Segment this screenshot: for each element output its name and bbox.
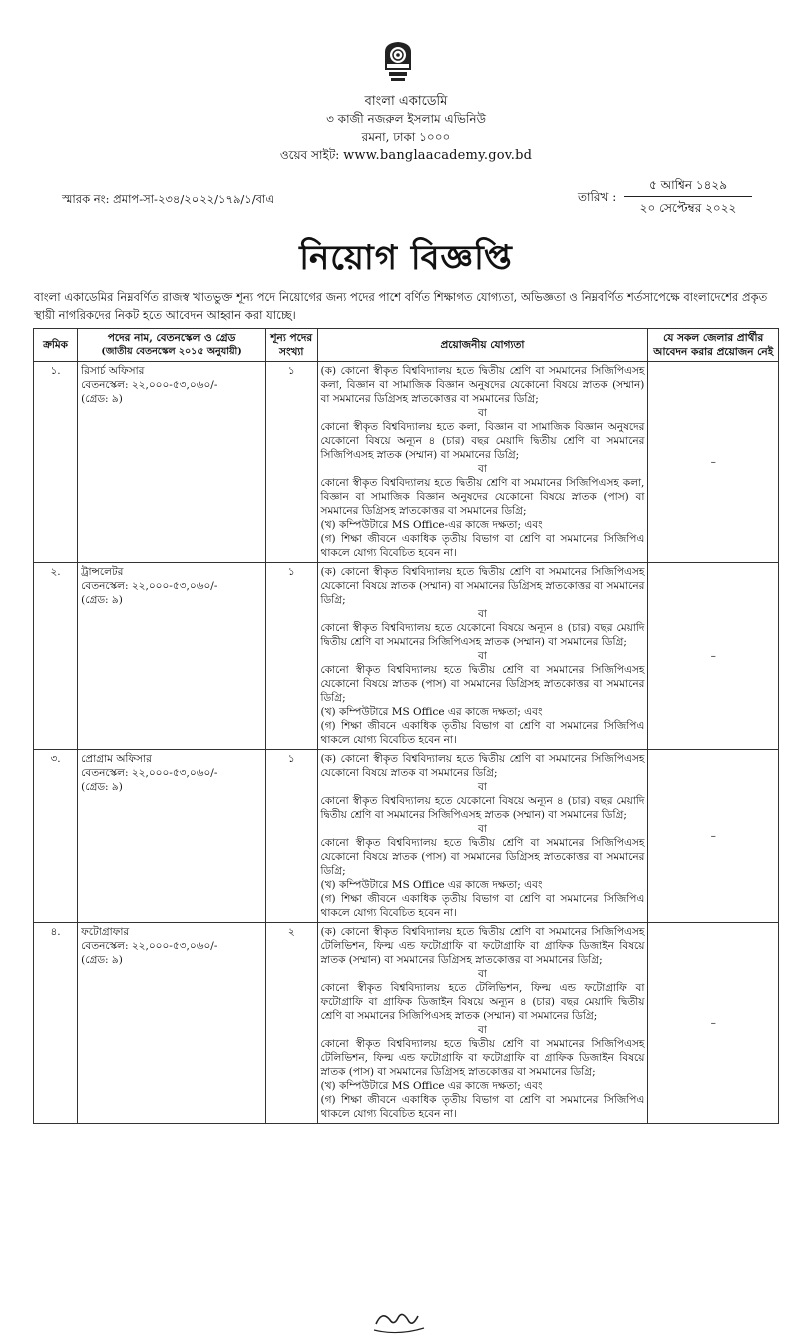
qualification-b: (খ) কম্পিউটারে MS Office এর কাজে দক্ষতা; এবং bbox=[320, 879, 543, 891]
qualification-alt-2: কোনো স্বীকৃত বিশ্ববিদ্যালয় হতে দ্বিতীয় শ্রেণি বা সমমানের সিজিপিএসহ টেলিভিশন, ফিল্ম এন্ড ফটোগ্রাফি বা ফটোগ্রাফি বা গ্রাফিক ডিজাইন বিষয়ে স্নাতক (পাস) বা সমমানের ডিগ্রিসহ স্নাতকোত্তর বা সমমানের ডিগ্রি; bbox=[320, 1038, 645, 1078]
date-label: তারিখ : bbox=[578, 190, 617, 204]
address-line-2: রমনা, ঢাকা ১০০০ bbox=[361, 130, 451, 144]
qualification-alt-1: কোনো স্বীকৃত বিশ্ববিদ্যালয় হতে টেলিভিশন, ফিল্ম এন্ড ফটোগ্রাফি বা ফটোগ্রাফি বা গ্রাফিক ডিজাইন বিষয়ে অন্যূন ৪ (চার) বছর মেয়াদি দ্বিতীয় শ্রেণি বা সমমানের সিজিপিএসহ স্নাতক (সম্মান) বা সমমানের ডিগ্রি; bbox=[320, 982, 645, 1022]
post-title: ট্রান্সলেটর bbox=[81, 566, 124, 578]
org-name: বাংলা একাডেমি bbox=[364, 94, 448, 109]
post-title: রিসার্চ অফিসার bbox=[81, 365, 145, 377]
row-post bbox=[78, 750, 266, 923]
qualification-alt-1: কোনো স্বীকৃত বিশ্ববিদ্যালয় হতে যেকোনো বিষয়ে অন্যূন ৪ (চার) বছর মেয়াদি দ্বিতীয় শ্রেণি বা সমমানের সিজিপিএসহ স্নাতক (সম্মান) বা সমমানের ডিগ্রি; bbox=[320, 795, 645, 821]
row-vacancy: ১ bbox=[266, 750, 318, 923]
post-scale: বেতনস্কেল: ২২,০০০-৫৩,০৬০/- bbox=[81, 940, 218, 952]
row-vacancy: ২ bbox=[266, 923, 318, 1124]
qualification-alt-2: কোনো স্বীকৃত বিশ্ববিদ্যালয় হতে দ্বিতীয় শ্রেণি বা সমমানের সিজিপিএসহ যেকোনো বিষয়ে স্নাতক (পাস) বা সমমানের ডিগ্রিসহ স্নাতকোত্তর বা সমমানের ডিগ্রি; bbox=[320, 837, 645, 877]
row-qualification bbox=[317, 362, 648, 563]
qualification-alt-1: কোনো স্বীকৃত বিশ্ববিদ্যালয় হতে কলা, বিজ্ঞান বা সামাজিক বিজ্ঞান অনুষদের যেকোনো বিষয়ে অন্যূন ৪ (চার) বছর মেয়াদি দ্বিতীয় শ্রেণি বা সমমানের সিজিপিএসহ স্নাতক (সম্মান) বা সমমানের ডিগ্রি; bbox=[320, 421, 645, 461]
post-grade: (গ্রেড: ৯) bbox=[81, 393, 123, 405]
row-serial: ১. bbox=[34, 362, 78, 563]
row-post bbox=[78, 362, 266, 563]
post-scale: বেতনস্কেল: ২২,০০০-৫৩,০৬০/- bbox=[81, 379, 218, 391]
post-scale: বেতনস্কেল: ২২,০০০-৫৩,০৬০/- bbox=[81, 580, 218, 592]
row-districts: – bbox=[648, 923, 779, 1124]
date-bengali: ৫ আশ্বিন ১৪২৯ bbox=[648, 178, 728, 192]
row-post bbox=[78, 563, 266, 750]
website-link[interactable]: www.banglaacademy.gov.bd bbox=[343, 148, 533, 163]
handwritten-signature-icon bbox=[368, 1306, 428, 1336]
post-grade: (গ্রেড: ৯) bbox=[81, 594, 123, 606]
post-title: ফটোগ্রাফার bbox=[81, 926, 130, 938]
qualification-alt-2: কোনো স্বীকৃত বিশ্ববিদ্যালয় হতে দ্বিতীয় শ্রেণি বা সমমানের সিজিপিএসহ যেকোনো বিষয়ে স্নাতক (পাস) বা সমমানের ডিগ্রিসহ স্নাতকোত্তর বা সমমানের ডিগ্রি; bbox=[320, 664, 645, 704]
date-divider bbox=[624, 196, 752, 197]
address-line-1: ৩ কাজী নজরুল ইসলাম এভিনিউ bbox=[326, 112, 486, 126]
bangla-academy-logo-icon bbox=[381, 40, 415, 86]
qualification-or: বা bbox=[478, 823, 487, 835]
qualification-or: বা bbox=[478, 968, 487, 980]
row-qualification bbox=[317, 563, 648, 750]
header-qualification: প্রয়োজনীয় যোগ্যতা bbox=[317, 329, 648, 362]
qualification-alt-1: কোনো স্বীকৃত বিশ্ববিদ্যালয় হতে যেকোনো বিষয়ে অন্যূন ৪ (চার) বছর মেয়াদি দ্বিতীয় শ্রেণি বা সমমানের সিজিপিএসহ স্নাতক (সম্মান) বা সমমানের ডিগ্রি; bbox=[320, 622, 645, 648]
qualification-c: (গ) শিক্ষা জীবনে একাধিক তৃতীয় বিভাগ বা শ্রেণি বা সমমানের সিজিপিএ থাকলে যোগ্য বিবেচিত হবেন না। bbox=[320, 720, 645, 746]
intro-paragraph: বাংলা একাডেমির নিম্নবর্ণিত রাজস্ব খাতভুক্ত শূন্য পদে নিয়োগের জন্য পদের পাশে বর্ণিত শিক্ষাগত যোগ্যতা, অভিজ্ঞতা ও নিম্নবর্ণিত শর্তসাপেক্ষে বাংলাদেশের প্রকৃত স্থায়ী নাগরিকদের নিকট হতে আবেদন আহ্বান করা যাচ্ছে। bbox=[34, 290, 768, 322]
qualification-a: (ক) কোনো স্বীকৃত বিশ্ববিদ্যালয় হতে দ্বিতীয় শ্রেণি বা সমমানের সিজিপিএসহ যেকোনো বিষয়ে স্নাতক (সম্মান) বা সমমানের ডিগ্রিসহ স্নাতকোত্তর বা সমমানের ডিগ্রি; bbox=[320, 566, 645, 606]
row-vacancy: ১ bbox=[266, 563, 318, 750]
row-districts: – bbox=[648, 750, 779, 923]
header-vacancy: শূন্য পদের সংখ্যা bbox=[266, 329, 318, 362]
row-serial: ৪. bbox=[34, 923, 78, 1124]
post-grade: (গ্রেড: ৯) bbox=[81, 781, 123, 793]
qualification-b: (খ) কম্পিউটারে MS Office-এর কাজে দক্ষতা; এবং bbox=[320, 519, 543, 531]
post-grade: (গ্রেড: ৯) bbox=[81, 954, 123, 966]
qualification-b: (খ) কম্পিউটারে MS Office এর কাজে দক্ষতা; এবং bbox=[320, 1080, 543, 1092]
qualification-or: বা bbox=[478, 781, 487, 793]
page-title: নিয়োগ বিজ্ঞপ্তি bbox=[299, 238, 513, 278]
header-post-name bbox=[78, 329, 266, 362]
row-serial: ৩. bbox=[34, 750, 78, 923]
website bbox=[0, 147, 812, 167]
qualification-or: বা bbox=[478, 463, 487, 475]
table-row bbox=[34, 563, 779, 750]
qualification-c: (গ) শিক্ষা জীবনে একাধিক তৃতীয় বিভাগ বা শ্রেণি বা সমমানের সিজিপিএ থাকলে যোগ্য বিবেচিত হবেন না। bbox=[320, 1094, 645, 1120]
table-row bbox=[34, 750, 779, 923]
qualification-b: (খ) কম্পিউটারে MS Office এর কাজে দক্ষতা; এবং bbox=[320, 706, 543, 718]
posts-table bbox=[33, 328, 779, 1124]
date-gregorian: ২০ সেপ্টেম্বর ২০২২ bbox=[639, 201, 737, 215]
header-districts: যে সকল জেলার প্রার্থীর আবেদন করার প্রয়োজন নেই bbox=[648, 329, 779, 362]
header-serial: ক্রমিক bbox=[34, 329, 78, 362]
row-post bbox=[78, 923, 266, 1124]
row-vacancy: ১ bbox=[266, 362, 318, 563]
qualification-or: বা bbox=[478, 608, 487, 620]
table-row bbox=[34, 923, 779, 1124]
qualification-or: বা bbox=[478, 1024, 487, 1036]
qualification-c: (গ) শিক্ষা জীবনে একাধিক তৃতীয় বিভাগ বা শ্রেণি বা সমমানের সিজিপিএ থাকলে যোগ্য বিবেচিত হবেন না। bbox=[320, 533, 645, 559]
row-qualification bbox=[317, 923, 648, 1124]
row-serial: ২. bbox=[34, 563, 78, 750]
qualification-a: (ক) কোনো স্বীকৃত বিশ্ববিদ্যালয় হতে দ্বিতীয় শ্রেণি বা সমমানের সিজিপিএসহ কলা, বিজ্ঞান বা সামাজিক বিজ্ঞান অনুষদের যেকোনো বিষয়ে স্নাতক (সম্মান) বা সমমানের ডিগ্রিসহ স্নাতকোত্তর বা সমমানের ডিগ্রি; bbox=[320, 365, 645, 405]
row-qualification bbox=[317, 750, 648, 923]
row-districts: – bbox=[648, 563, 779, 750]
qualification-alt-2: কোনো স্বীকৃত বিশ্ববিদ্যালয় হতে দ্বিতীয় শ্রেণি বা সমমানের সিজিপিএসহ কলা, বিজ্ঞান বা সামাজিক বিজ্ঞান অনুষদের যেকোনো বিষয়ে স্নাতক (পাস) বা সমমানের ডিগ্রিসহ স্নাতকোত্তর বা সমমানের ডিগ্রি; bbox=[320, 477, 645, 517]
row-districts: – bbox=[648, 362, 779, 563]
qualification-or: বা bbox=[478, 650, 487, 662]
post-title: প্রোগ্রাম অফিসার bbox=[81, 753, 152, 765]
qualification-a: (ক) কোনো স্বীকৃত বিশ্ববিদ্যালয় হতে দ্বিতীয় শ্রেণি বা সমমানের সিজিপিএসহ টেলিভিশন, ফিল্ম এন্ড ফটোগ্রাফি বা ফটোগ্রাফি বা গ্রাফিক ডিজাইন বিষয়ে স্নাতক (সম্মান) বা সমমানের ডিগ্রিসহ স্নাতকোত্তর বা সমমানের ডিগ্রি; bbox=[320, 926, 645, 966]
table-row bbox=[34, 362, 779, 563]
qualification-or: বা bbox=[478, 407, 487, 419]
header-post-name-label: পদের নাম, বেতনস্কেল ও গ্রেড bbox=[107, 332, 236, 344]
header-post-name-sub: (জাতীয় বেতনস্কেল ২০১৫ অনুযায়ী) bbox=[101, 346, 242, 357]
post-scale: বেতনস্কেল: ২২,০০০-৫৩,০৬০/- bbox=[81, 767, 218, 779]
table-header-row bbox=[34, 329, 779, 362]
qualification-c: (গ) শিক্ষা জীবনে একাধিক তৃতীয় বিভাগ বা শ্রেণি বা সমমানের সিজিপিএ থাকলে যোগ্য বিবেচিত হবেন না। bbox=[320, 893, 645, 919]
website-label: ওয়েব সাইট: bbox=[279, 148, 340, 162]
qualification-a: (ক) কোনো স্বীকৃত বিশ্ববিদ্যালয় হতে দ্বিতীয় শ্রেণি বা সমমানের সিজিপিএসহ যেকোনো বিষয়ে স্নাতক বা সমমানের ডিগ্রি; bbox=[320, 753, 645, 779]
memo-reference: স্মারক নং: প্রমাপ-সা-২৩৪/২০২২/১৭৯/১/বাএ bbox=[62, 192, 275, 206]
